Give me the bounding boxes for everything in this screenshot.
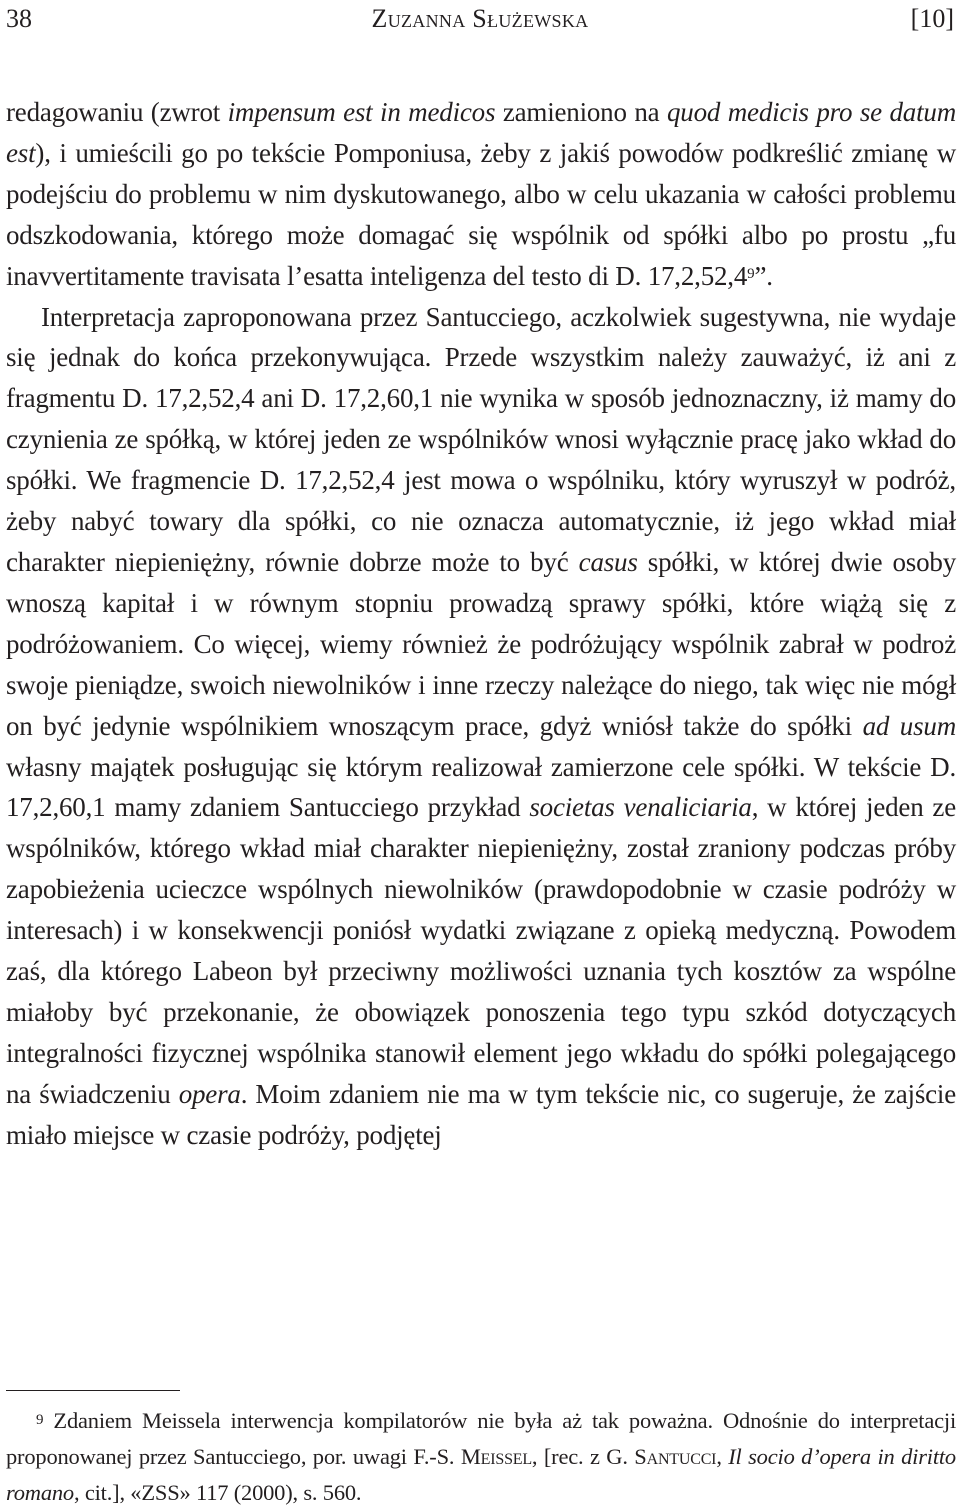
italic-phrase: quod medicis pro se datum est xyxy=(6,97,956,168)
author-name: Meissel xyxy=(460,1444,532,1469)
text-span: . Moim zdaniem nie ma w tym tekście nic, co sugeruje, że zajście miało miejsce w czasie podróży, podjętej xyxy=(6,1078,956,1150)
book-title: Il socio d’opera in diritto romano xyxy=(6,1444,956,1505)
text-span: , cit.], «ZSS» 117 (2000), s. 560. xyxy=(73,1480,362,1505)
text-span: zamieniono na xyxy=(495,97,667,127)
paragraph-2 xyxy=(6,297,956,1156)
text-span: własny majątek posługując się którym realizował zamierzone cele spółki. W tekście D. 17,2,60,1 mamy zdaniem Santucciego przykład xyxy=(6,751,956,823)
running-head-section: [10] xyxy=(910,4,954,33)
footnote-number: 9 xyxy=(36,1412,44,1428)
running-head xyxy=(6,2,954,36)
page-number: 38 xyxy=(6,4,32,33)
text-span: ”. xyxy=(754,260,773,291)
text-span: spółki, w której dwie osoby wnoszą kapitał i w równym stopniu prowadzą sprawy spółki, które wiążą się z podróżowaniem. Co więcej, wiemy również że podróżujący wspólnik zabrał w podroż swoje pieniądze, swoich niewolników i inne rzeczy należące do niego, tak więc nie mógł on być jedynie wspólnikiem wnoszącym prace, gdyż wniósł także do spółki xyxy=(6,546,956,741)
italic-phrase: ad usum xyxy=(862,710,956,741)
text-span: ), i umieścili go po tekście Pomponiusa, żeby z jakiś powodów podkreślić zmianę w podejściu do problemu w nim dyskutowanego, albo w celu ukazania w całości problemu odszkodowania, którego może domagać się wspólnik od spółki albo po prostu „fu inavvertitamente travisata l’esatta inteligenza del testo di D. 17,2,52,4 xyxy=(6,137,956,291)
author-name: Santucci xyxy=(634,1444,717,1469)
paragraph-1 xyxy=(6,92,956,297)
main-text xyxy=(6,92,956,1156)
footnote-separator xyxy=(6,1390,180,1391)
italic-phrase: casus xyxy=(578,546,638,577)
text-span: Interpretacja zaproponowana przez Santucciego, aczkolwiek sugestywna, nie wydaje się jednak do końca przekonywująca. Przede wszystkim należy zauważyć, iż ani z fragmentu D. 17,2,52,4 ani D. 17,2,60,1 nie wynika w sposób jednoznaczny, iż mamy do czynienia ze spółką, w której jeden ze wspólników wnosi wyłącznie pracę jako wkład do spółki. We fragmencie D. 17,2,52,4 jest mowa o wspólniku, który wyruszył w podróż, żeby nabyć towary dla spółki, co nie oznacza automatycznie, iż jego wkład miał charakter niepieniężny, równie dobrze może to być xyxy=(6,301,956,577)
text-span: Zdaniem Meissela interwencja kompilatorów nie była aż tak poważna. Odnośnie do interpretacji proponowanej przez Santucciego, por. uwagi F.-S. xyxy=(6,1408,956,1469)
running-head-author: Zuzanna Służewska xyxy=(371,4,589,33)
footnote-text xyxy=(6,1403,956,1511)
text-span: , w której jeden ze wspólników, którego wkład miał charakter niepieniężny, został zraniony podczas próby zapobieżenia ucieczce wspólnych niewolników (prawdopodobnie w czasie podróży w interesach) i w konsekwencji poniósł wydatki związane z opieką medyczną. Powodem zaś, dla którego Labeon był przeciwny możliwości uznania tych kosztów za wspólne miałoby być przekonanie, że obowiązek ponoszenia tego typu szkód dotyczących integralności fizycznej wspólnika stanowił element jego wkładu do spółki polegającego na świadczeniu xyxy=(6,792,956,1109)
italic-phrase: societas venaliciaria xyxy=(529,792,752,823)
footnote-9 xyxy=(6,1403,956,1511)
text-span: redagowaniu (zwrot xyxy=(6,97,228,127)
text-span: , xyxy=(716,1444,729,1469)
footnote-reference[interactable]: 9 xyxy=(747,265,755,282)
italic-phrase: impensum est in medicos xyxy=(227,97,496,127)
italic-phrase: opera xyxy=(178,1078,241,1109)
text-span: , [rec. z G. xyxy=(531,1444,635,1469)
